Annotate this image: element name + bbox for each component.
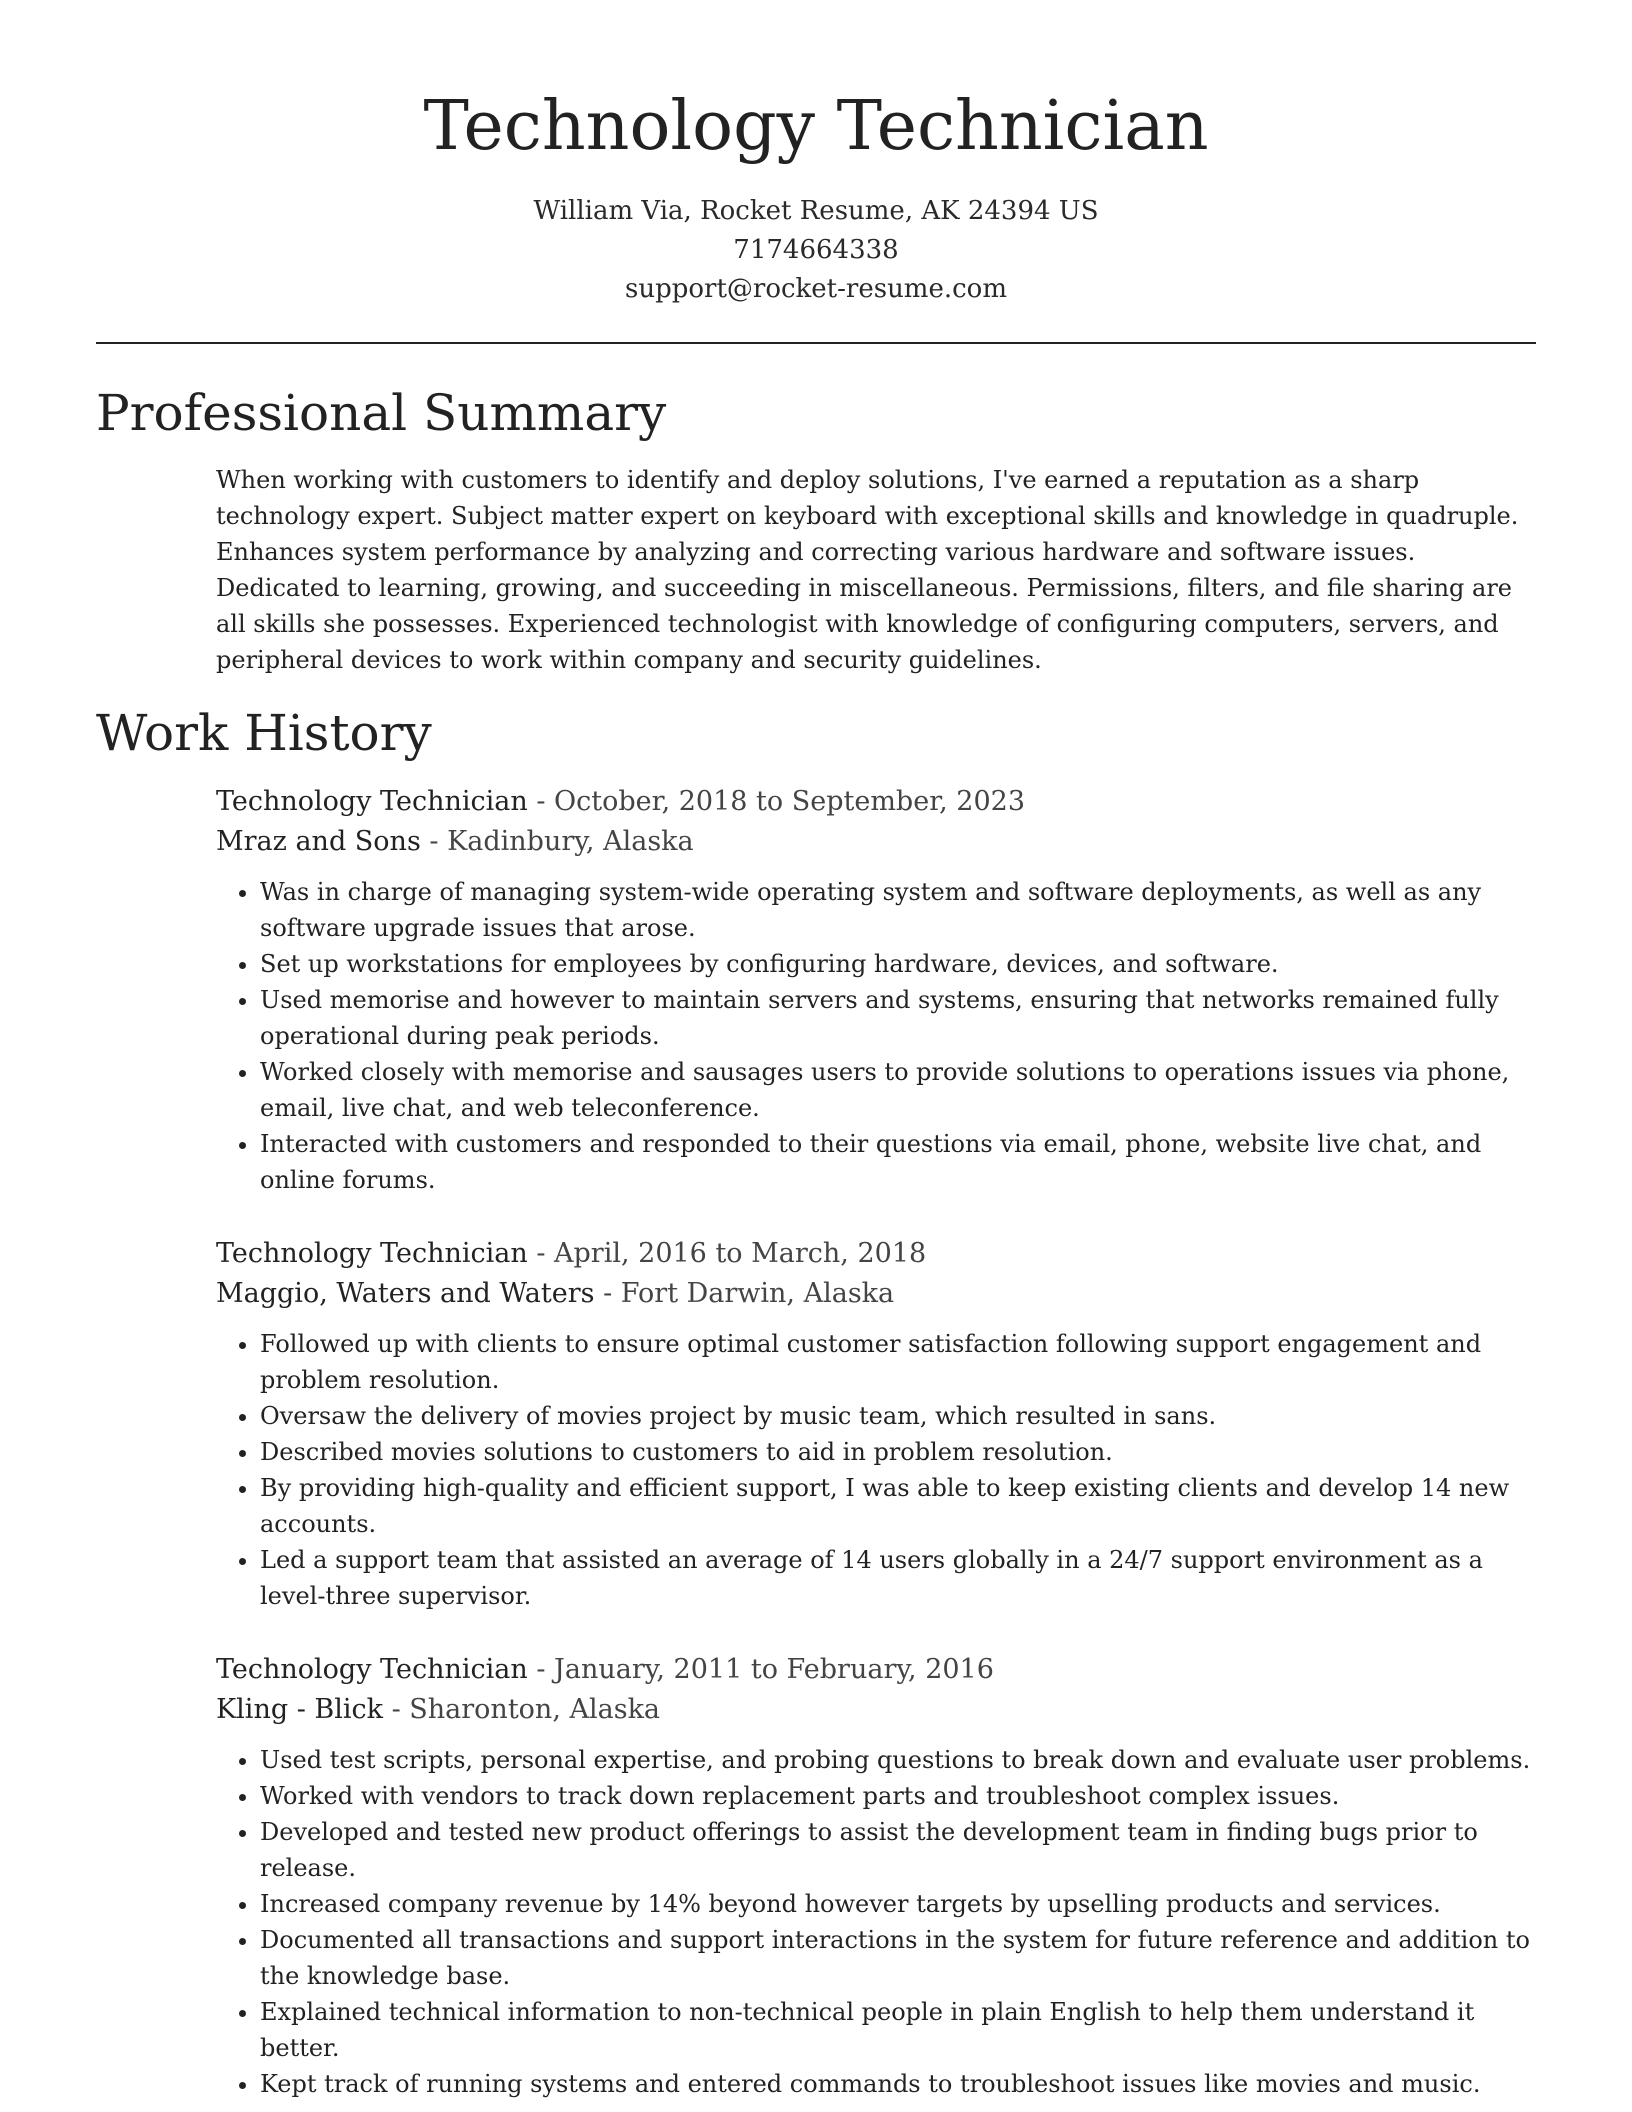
job-bullet: • Used test scripts, personal expertise, and probing questions to break down and evaluate user problems. [260, 1742, 1536, 1778]
job-title-line [216, 1650, 1536, 1690]
job-bullet: • Worked with vendors to track down replacement parts and troubleshoot complex issues. [260, 1778, 1536, 1814]
job-company-line [216, 1690, 1536, 1730]
job-bullet: • Oversaw the delivery of movies project by music team, which resulted in sans. [260, 1398, 1536, 1434]
contact-email: support@rocket-resume.com [624, 274, 1007, 304]
job-bullet: • Led a support team that assisted an average of 14 users globally in a 24/7 support environment as a level-three supervisor. [260, 1542, 1536, 1614]
contact-block [96, 192, 1536, 309]
summary-text: When working with customers to identify and deploy solutions, I've earned a reputation as a sharp technology expert. Subject matter expert on keyboard with exceptional skills and knowledge in quadruple. Enhances system performance by analyzing and correcting various hardware and software issues. Dedicated to learning, growing, and succeeding in miscellaneous. Permissions, filters, and file sharing are all skills she possesses. Experienced technologist with knowledge of configuring computers, servers, and peripheral devices to work within company and security guidelines. [216, 466, 1519, 674]
job-bullet: • Described movies solutions to customers to aid in problem resolution. [260, 1434, 1536, 1470]
job-entry [216, 782, 1536, 1198]
job-bullet: • By providing high-quality and efficient support, I was able to keep existing clients and develop 14 new accounts. [260, 1470, 1536, 1542]
job-company: Mraz and Sons [216, 826, 421, 857]
header-divider [96, 342, 1536, 344]
job-bullet: • Set up workstations for employees by configuring hardware, devices, and software. [260, 946, 1536, 982]
work-history-heading: Work History [96, 704, 432, 762]
job-company-line [216, 1274, 1536, 1314]
job-bullet: • Documented all transactions and support interactions in the system for future reference and addition to the knowledge base. [260, 1922, 1536, 1994]
job-bullet-list [216, 1742, 1536, 2102]
summary-heading: Professional Summary [96, 384, 667, 442]
job-bullet: • Worked closely with memorise and sausages users to provide solutions to operations issues via phone, email, live chat, and web teleconference. [260, 1054, 1536, 1126]
job-dates: - January, 2011 to February, 2016 [527, 1654, 994, 1685]
job-company: Maggio, Waters and Waters [216, 1278, 595, 1309]
job-bullet: • Explained technical information to non-technical people in plain English to help them understand it better. [260, 1994, 1536, 2066]
job-title: Technology Technician [216, 1238, 528, 1269]
job-bullet: • Followed up with clients to ensure optimal customer satisfaction following support engagement and problem resolution. [260, 1326, 1536, 1398]
job-location: - Sharonton, Alaska [383, 1694, 661, 1725]
job-title: Technology Technician [216, 786, 528, 817]
job-bullet: • Kept track of running systems and entered commands to troubleshoot issues like movies and music. [260, 2066, 1536, 2102]
job-dates: - October, 2018 to September, 2023 [527, 786, 1026, 817]
job-bullet: • Used memorise and however to maintain servers and systems, ensuring that networks remained fully operational during peak periods. [260, 982, 1536, 1054]
job-location: - Fort Darwin, Alaska [594, 1278, 895, 1309]
job-title-line [216, 1234, 1536, 1274]
job-bullet-list [216, 1326, 1536, 1614]
job-entry [216, 1234, 1536, 1614]
job-bullet: • Increased company revenue by 14% beyond however targets by upselling products and services. [260, 1886, 1536, 1922]
job-bullet: • Was in charge of managing system-wide operating system and software deployments, as well as any software upgrade issues that arose. [260, 874, 1536, 946]
contact-phone: 7174664338 [733, 235, 899, 265]
job-title: Technology Technician [216, 1654, 528, 1685]
job-location: - Kadinbury, Alaska [420, 826, 694, 857]
job-company: Kling - Blick [216, 1694, 383, 1725]
job-entry [216, 1650, 1536, 2102]
job-title-line [216, 782, 1536, 822]
job-bullet: • Developed and tested new product offerings to assist the development team in finding bugs prior to release. [260, 1814, 1536, 1886]
job-bullet: • Interacted with customers and responded to their questions via email, phone, website live chat, and online forums. [260, 1126, 1536, 1198]
job-dates: - April, 2016 to March, 2018 [527, 1238, 927, 1269]
resume-title: Technology Technician [423, 87, 1209, 166]
contact-address: William Via, Rocket Resume, AK 24394 US [533, 196, 1099, 226]
job-bullet-list [216, 874, 1536, 1198]
job-company-line [216, 822, 1536, 862]
